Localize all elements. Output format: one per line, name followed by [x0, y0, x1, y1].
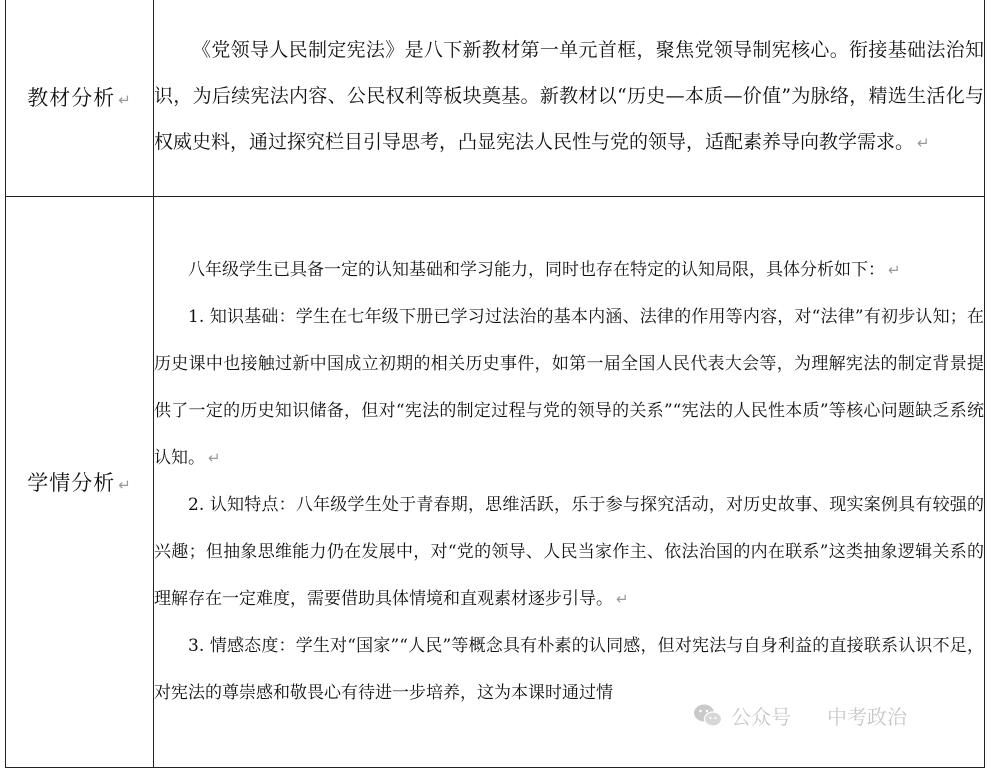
row-content-cell — [154, 197, 985, 768]
paragraph: 《党领导人民制定宪法》是八下新教材第一单元首框，聚焦党领导制宪核心。衔接基础法治知识，为后续宪法内容、公民权利等板块奠基。新教材以“历史—本质—价值”为脉络，精选生活化与权威史料，通过探究栏目引导思考，凸显宪法人民性与党的领导，适配素养导向教学需求。 ↵ — [154, 39, 984, 153]
paragraph: 八年级学生已具备一定的认知基础和学习能力，同时也存在特定的认知局限，具体分析如下： ↵ — [188, 260, 901, 280]
wechat-icon — [693, 703, 723, 729]
table-row-textbook-analysis — [6, 0, 985, 197]
return-mark: ↵ — [917, 134, 930, 152]
return-mark: ↵ — [616, 590, 629, 608]
row-label: 教材分析 — [27, 85, 116, 110]
return-mark: ↵ — [118, 476, 132, 494]
row-label: 学情分析 — [27, 471, 116, 495]
row-content-cell — [154, 0, 985, 197]
row-label-cell — [6, 197, 154, 768]
watermark-name: 中考政治 — [827, 705, 907, 729]
paragraph: 1. 知识基础：学生在七年级下册已学习过法治的基本内涵、法律的作用等内容，对“法律”有初步认知；在历史课中也接触过新中国成立初期的相关历史事件，如第一届全国人民代表大会等，为理解宪法的制定背景提供了一定的历史知识储备，但对“宪法的制定过程与党的领导的关系”“宪法的人民性本质”等核心问题缺乏系统认知。 ↵ — [154, 307, 984, 468]
return-mark: ↵ — [888, 261, 901, 279]
row-label-cell — [6, 0, 154, 197]
paragraph: 3. 情感态度：学生对“国家”“人民”等概念具有朴素的认同感，但对宪法与自身利益的直接联系认识不足，对宪法的尊崇感和敬畏心有待进一步培养，这为本课时通过情 — [154, 636, 984, 703]
table-row-learner-analysis — [6, 197, 985, 768]
return-mark: ↵ — [208, 449, 221, 467]
watermark — [693, 701, 907, 730]
watermark-account-label: 公众号 — [731, 705, 791, 729]
return-mark: ↵ — [118, 90, 132, 109]
document-table — [5, 0, 985, 768]
paragraph: 2. 认知特点：八年级学生处于青春期，思维活跃，乐于参与探究活动，对历史故事、现实案例具有较强的兴趣；但抽象思维能力仍在发展中，对“党的领导、人民当家作主、依法治国的内在联系”这类抽象逻辑关系的理解存在一定难度，需要借助具体情境和直观素材逐步引导。 ↵ — [154, 495, 984, 609]
